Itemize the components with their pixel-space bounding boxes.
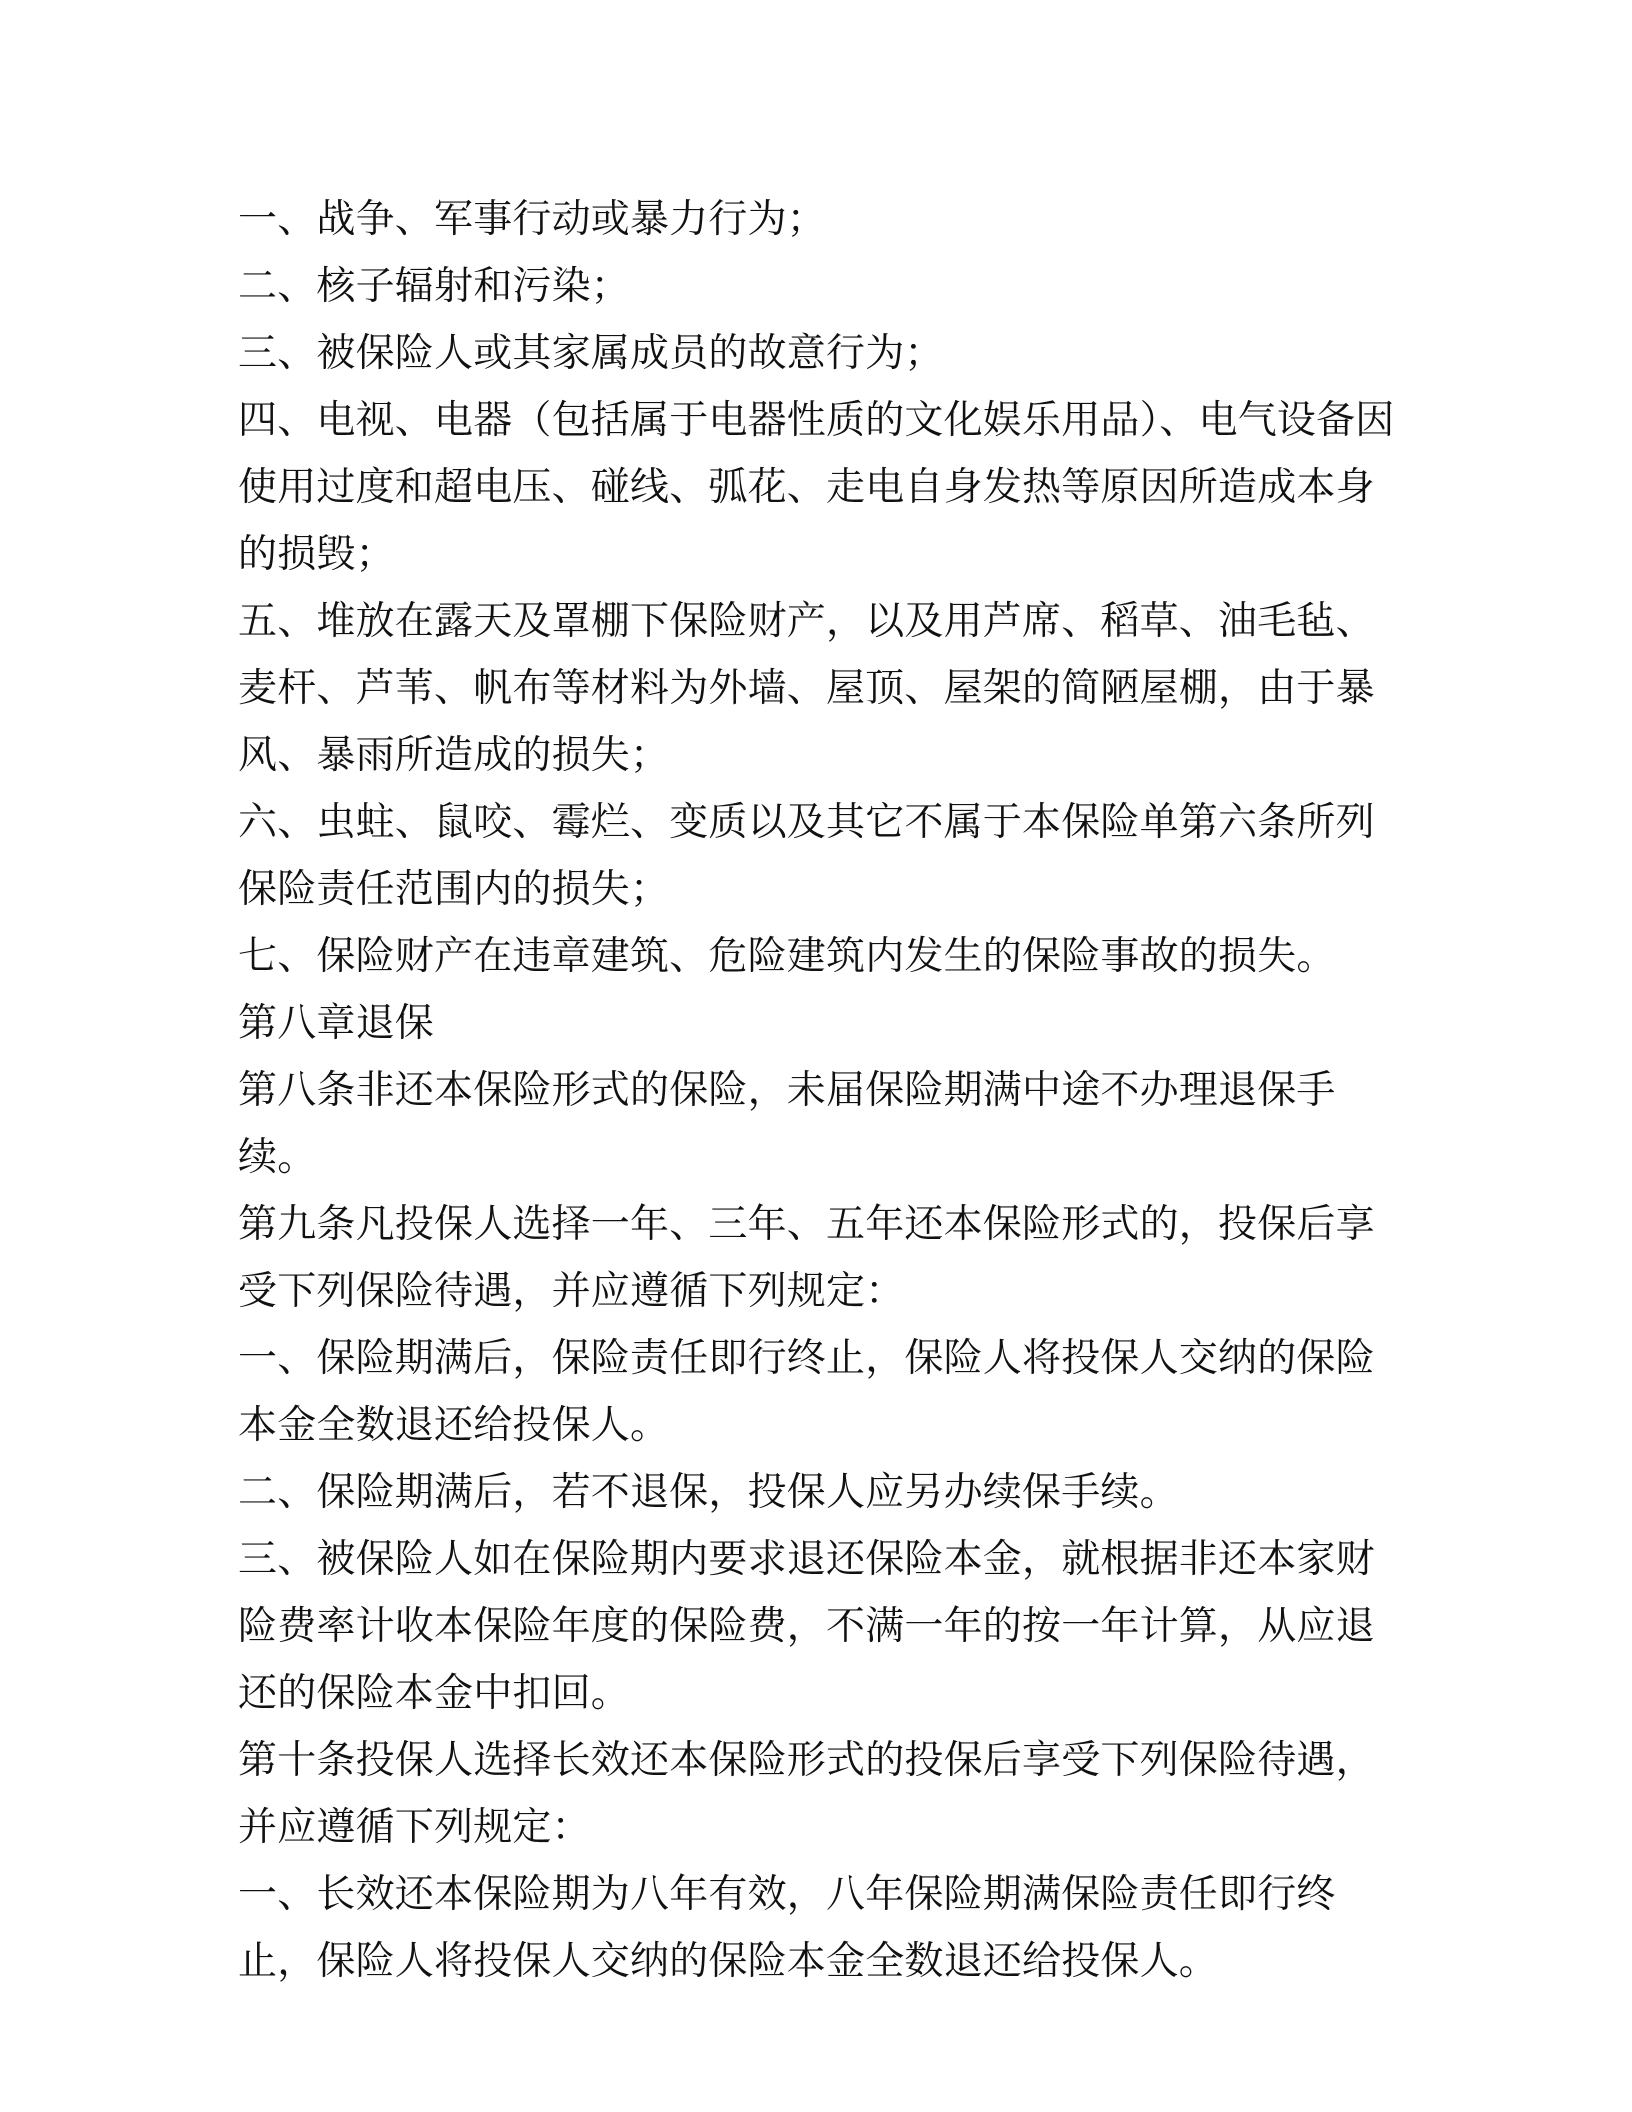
clause-exclusion-5: 五、堆放在露天及罩棚下保险财产，以及用芦席、稻草、油毛毡、麦杆、芦苇、帆布等材料为外墙、屋顶、屋架的简陋屋棚，由于暴风、暴雨所造成的损失； — [238, 599, 1375, 778]
clause-exclusion-6: 六、虫蛀、鼠咬、霉烂、变质以及其它不属于本保险单第六条所列保险责任范围内的损失； — [238, 800, 1375, 912]
article-9-item-3: 三、被保险人如在保险期内要求退还保险本金，就根据非还本家财险费率计收本保险年度的保险费，不满一年的按一年计算，从应退还的保险本金中扣回。 — [238, 1537, 1375, 1716]
article-9-item-1: 一、保险期满后，保险责任即行终止，保险人将投保人交纳的保险本金全数退还给投保人。 — [238, 1336, 1375, 1448]
article-10: 第十条投保人选择长效还本保险形式的投保后享受下列保险待遇，并应遵循下列规定： — [238, 1738, 1375, 1850]
chapter-heading: 第八章退保 — [238, 1001, 435, 1046]
article-10-item-1: 一、长效还本保险期为八年有效，八年保险期满保险责任即行终止，保险人将投保人交纳的保险本金全数退还给投保人。 — [238, 1872, 1336, 1984]
clause-exclusion-1: 一、战争、军事行动或暴力行为； — [238, 197, 827, 242]
clause-exclusion-7: 七、保险财产在违章建筑、危险建筑内发生的保险事故的损失。 — [238, 934, 1336, 979]
article-8: 第八条非还本保险形式的保险，未届保险期满中途不办理退保手续。 — [238, 1068, 1336, 1180]
article-9: 第九条凡投保人选择一年、三年、五年还本保险形式的，投保后享受下列保险待遇，并应遵循下列规定： — [238, 1202, 1375, 1314]
clause-exclusion-4: 四、电视、电器（包括属于电器性质的文化娱乐用品）、电气设备因使用过度和超电压、碰线、弧花、走电自身发热等原因所造成本身的损毁； — [238, 398, 1395, 577]
clause-exclusion-3: 三、被保险人或其家属成员的故意行为； — [238, 331, 944, 376]
article-9-item-2: 二、保险期满后，若不退保，投保人应另办续保手续。 — [238, 1470, 1179, 1515]
clause-exclusion-2: 二、核子辐射和污染； — [238, 264, 631, 309]
document-body — [238, 186, 1398, 1995]
